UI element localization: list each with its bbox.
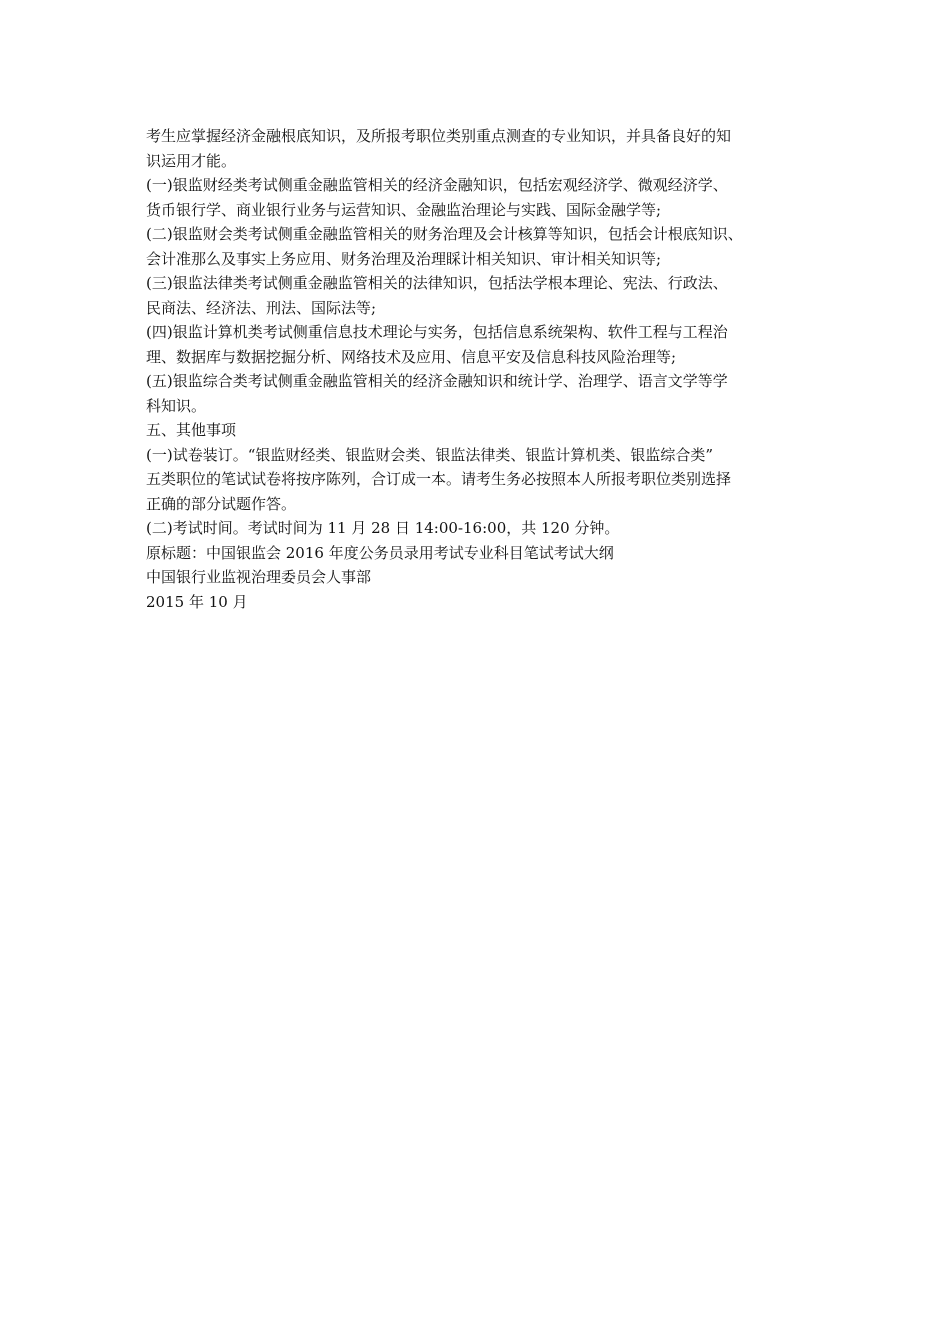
- text-line: 正确的部分试题作答。: [146, 494, 297, 513]
- text-line: (二)考试时间。考试时间为 11 月 28 日 14:00-16:00，共 120 分钟。: [146, 519, 620, 537]
- original-title-line: 原标题：中国银监会 2016 年度公务员录用考试专业科目笔试考试大纲: [146, 543, 614, 562]
- text-line: (四)银监计算机类考试侧重信息技术理论与实务，包括信息系统架构、软件工程与工程治: [146, 323, 728, 341]
- text-line: 识运用才能。: [146, 151, 237, 170]
- section-heading: 五、其他事项: [146, 421, 237, 439]
- text-line: (三)银监法律类考试侧重金融监管相关的法律知识，包括法学根本理论、宪法、行政法、: [146, 274, 728, 292]
- text-line: 理、数据库与数据挖掘分析、网络技术及应用、信息平安及信息科技风险治理等;: [146, 347, 677, 366]
- issuer-line: 中国银行业监视治理委员会人事部: [146, 568, 372, 586]
- text-line: 五类职位的笔试试卷将按序陈列，合订成一本。请考生务必按照本人所报考职位类别选择: [146, 470, 732, 488]
- text-line: 考生应掌握经济金融根底知识，及所报考职位类别重点测查的专业知识，并具备良好的知: [146, 127, 732, 145]
- text-line: 货币银行学、商业银行业务与运营知识、金融监治理论与实践、国际金融学等;: [146, 200, 662, 219]
- text-line: (五)银监综合类考试侧重金融监管相关的经济金融知识和统计学、治理学、语言文学等学: [146, 372, 728, 390]
- document-body: [146, 124, 826, 614]
- text-line: 民商法、经济法、刑法、国际法等;: [146, 298, 377, 317]
- text-line: 科知识。: [146, 396, 207, 415]
- text-line: (二)银监财会类考试侧重金融监管相关的财务治理及会计核算等知识，包括会计根底知识、: [146, 225, 743, 243]
- date-line: 2015 年 10 月: [146, 592, 248, 611]
- text-line: 会计准那么及事实上务应用、财务治理及治理睬计相关知识、审计相关知识等;: [146, 249, 662, 268]
- text-line: (一)银监财经类考试侧重金融监管相关的经济金融知识，包括宏观经济学、微观经济学、: [146, 176, 728, 194]
- text-line: (一)试卷装订。“银监财经类、银监财会类、银监法律类、银监计算机类、银监综合类”: [146, 445, 714, 464]
